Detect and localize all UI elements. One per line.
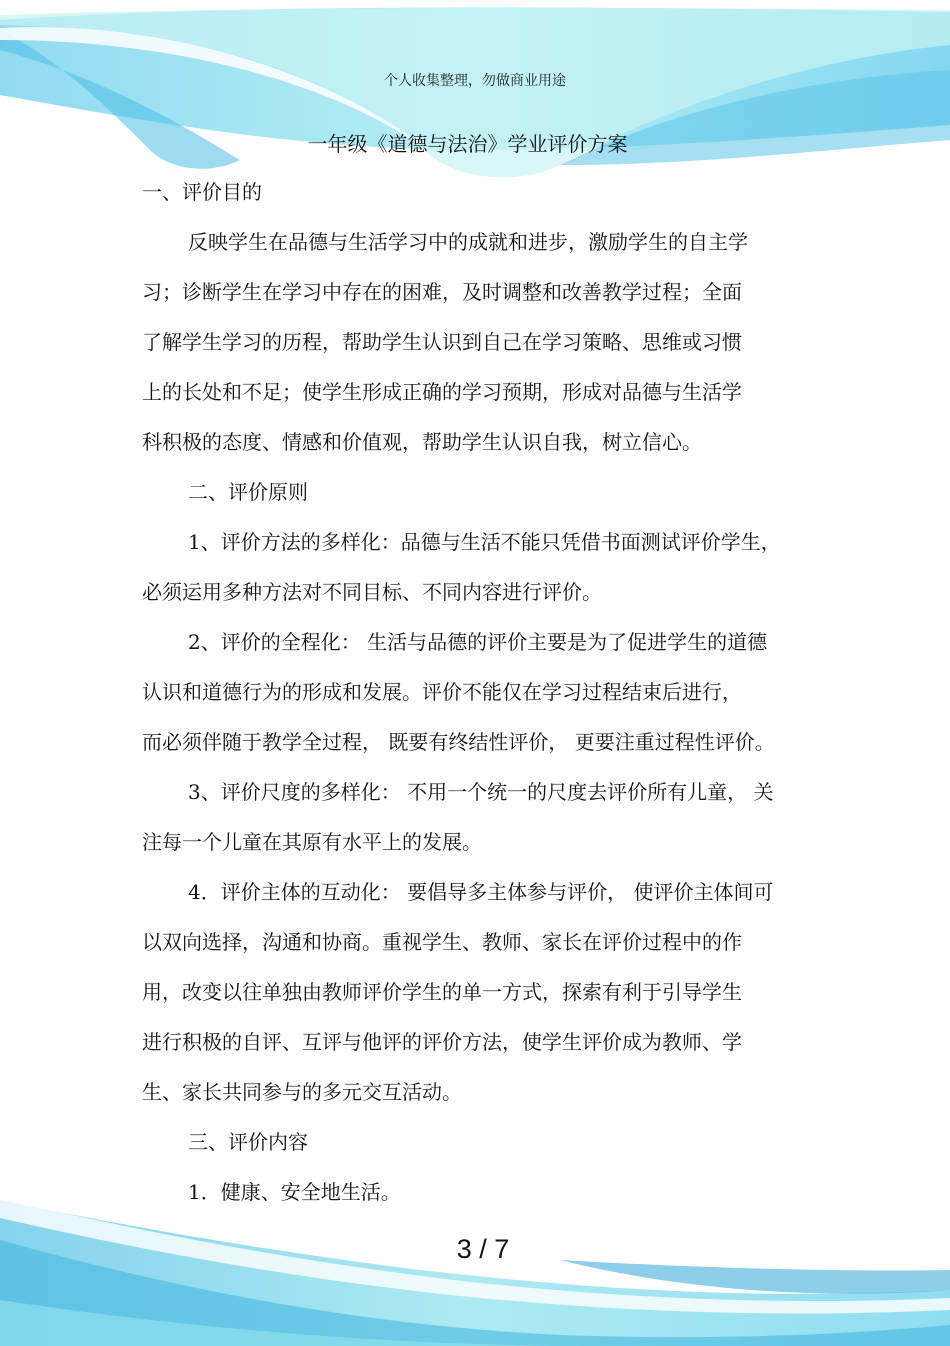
body-line: 而必须伴随于教学全过程， 既要有终结性评价， 更要注重过程性评价。 — [142, 730, 775, 754]
section-heading-evaluation-content: 三、评价内容 — [188, 1130, 308, 1154]
body-line: 进行积极的自评、互评与他评的评价方法，使学生评价成为教师、学 — [142, 1030, 742, 1054]
body-line: 1、评价方法的多样化：品德与生活不能只凭借书面测试评价学生， — [188, 530, 781, 554]
body-line: 习；诊断学生在学习中存在的困难，及时调整和改善教学过程；全面 — [142, 280, 742, 304]
page-number: 3 / 7 — [456, 1234, 510, 1264]
header-note: 个人收集整理，勿做商业用途 — [384, 73, 566, 89]
body-line: 生、家长共同参与的多元交互活动。 — [142, 1080, 462, 1104]
body-line: 4．评价主体的互动化： 要倡导多主体参与评价， 使评价主体间可 — [188, 880, 774, 904]
body-line: 1．健康、安全地生活。 — [188, 1180, 401, 1204]
body-line: 2、评价的全程化： 生活与品德的评价主要是为了促进学生的道德 — [188, 630, 768, 654]
body-line: 认识和道德行为的形成和发展。评价不能仅在学习过程结束后进行， — [142, 680, 742, 704]
body-line: 必须运用多种方法对不同目标、不同内容进行评价。 — [142, 580, 602, 604]
body-line: 了解学生学习的历程，帮助学生认识到自己在学习策略、思维或习惯 — [142, 330, 742, 354]
document-title: 一年级《道德与法治》学业评价方案 — [307, 132, 628, 156]
body-line: 3、评价尺度的多样化： 不用一个统一的尺度去评价所有儿童， 关 — [188, 780, 774, 804]
body-line: 科积极的态度、情感和价值观，帮助学生认识自我，树立信心。 — [142, 430, 702, 454]
body-line: 以双向选择，沟通和协商。重视学生、教师、家长在评价过程中的作 — [142, 930, 742, 954]
body-line: 上的长处和不足；使学生形成正确的学习预期，形成对品德与生活学 — [142, 380, 742, 404]
body-line: 注每一个儿童在其原有水平上的发展。 — [142, 830, 482, 854]
body-line: 用，改变以往单独由教师评价学生的单一方式，探索有利于引导学生 — [142, 980, 742, 1004]
section-heading-evaluation-purpose: 一、评价目的 — [142, 180, 262, 204]
body-line: 反映学生在品德与生活学习中的成就和进步，激励学生的自主学 — [188, 230, 748, 254]
section-heading-evaluation-principles: 二、评价原则 — [188, 480, 308, 504]
